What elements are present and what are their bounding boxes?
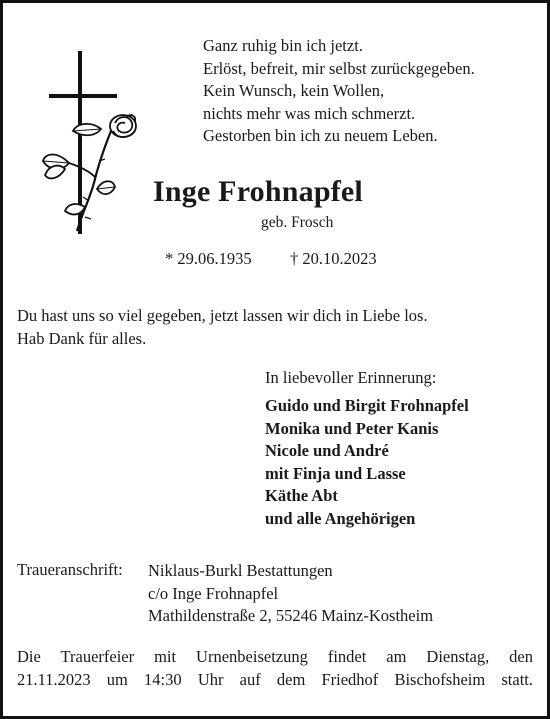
message-line: Hab Dank für alles. bbox=[17, 328, 147, 348]
mourning-address bbox=[148, 560, 433, 628]
farewell-message bbox=[17, 305, 428, 350]
service-info bbox=[17, 646, 533, 691]
death-date: † 20.10.2023 bbox=[290, 249, 377, 268]
address-line: Niklaus-Burkl Bestattungen bbox=[148, 561, 333, 580]
message-line: Du hast uns so viel gegeben, jetzt lassen wir dich in Liebe los. bbox=[17, 306, 428, 325]
poem bbox=[203, 35, 475, 148]
poem-line: Erlöst, befreit, mir selbst zurückgegeben. bbox=[203, 58, 475, 78]
mourner-name: Monika und Peter Kanis bbox=[265, 418, 439, 438]
address-line: c/o Inge Frohnapfel bbox=[148, 583, 279, 603]
mourner-name: Käthe Abt bbox=[265, 486, 338, 505]
deceased-name: Inge Frohnapfel bbox=[153, 175, 363, 208]
service-line: 21.11.2023 um 14:30 Uhr auf dem Friedhof Bischofsheim statt. bbox=[17, 669, 533, 689]
mourners-list bbox=[265, 395, 469, 530]
mourner-name: Nicole und André bbox=[265, 441, 389, 460]
mourner-name: mit Finja und Lasse bbox=[265, 463, 406, 483]
poem-line: Gestorben bin ich zu neuem Leben. bbox=[203, 126, 438, 146]
cross-with-rose-icon bbox=[39, 51, 149, 241]
poem-line: Ganz ruhig bin ich jetzt. bbox=[203, 36, 363, 55]
mourner-name: und alle Angehörigen bbox=[265, 508, 416, 528]
poem-line: nichts mehr was mich schmerzt. bbox=[203, 103, 416, 123]
address-line: Mathildenstraße 2, 55246 Mainz-Kostheim bbox=[148, 606, 434, 625]
address-label: Traueranschrift: bbox=[17, 560, 123, 579]
mourner-name: Guido und Birgit Frohnapfel bbox=[265, 396, 469, 415]
birth-date: * 29.06.1935 bbox=[165, 249, 252, 268]
memory-intro: In liebevoller Erinnerung: bbox=[265, 368, 437, 387]
poem-line: Kein Wunsch, kein Wollen, bbox=[203, 81, 385, 101]
maiden-name: geb. Frosch bbox=[261, 214, 334, 231]
service-line: Die Trauerfeier mit Urnenbeisetzung findet am Dienstag, den bbox=[17, 647, 533, 666]
